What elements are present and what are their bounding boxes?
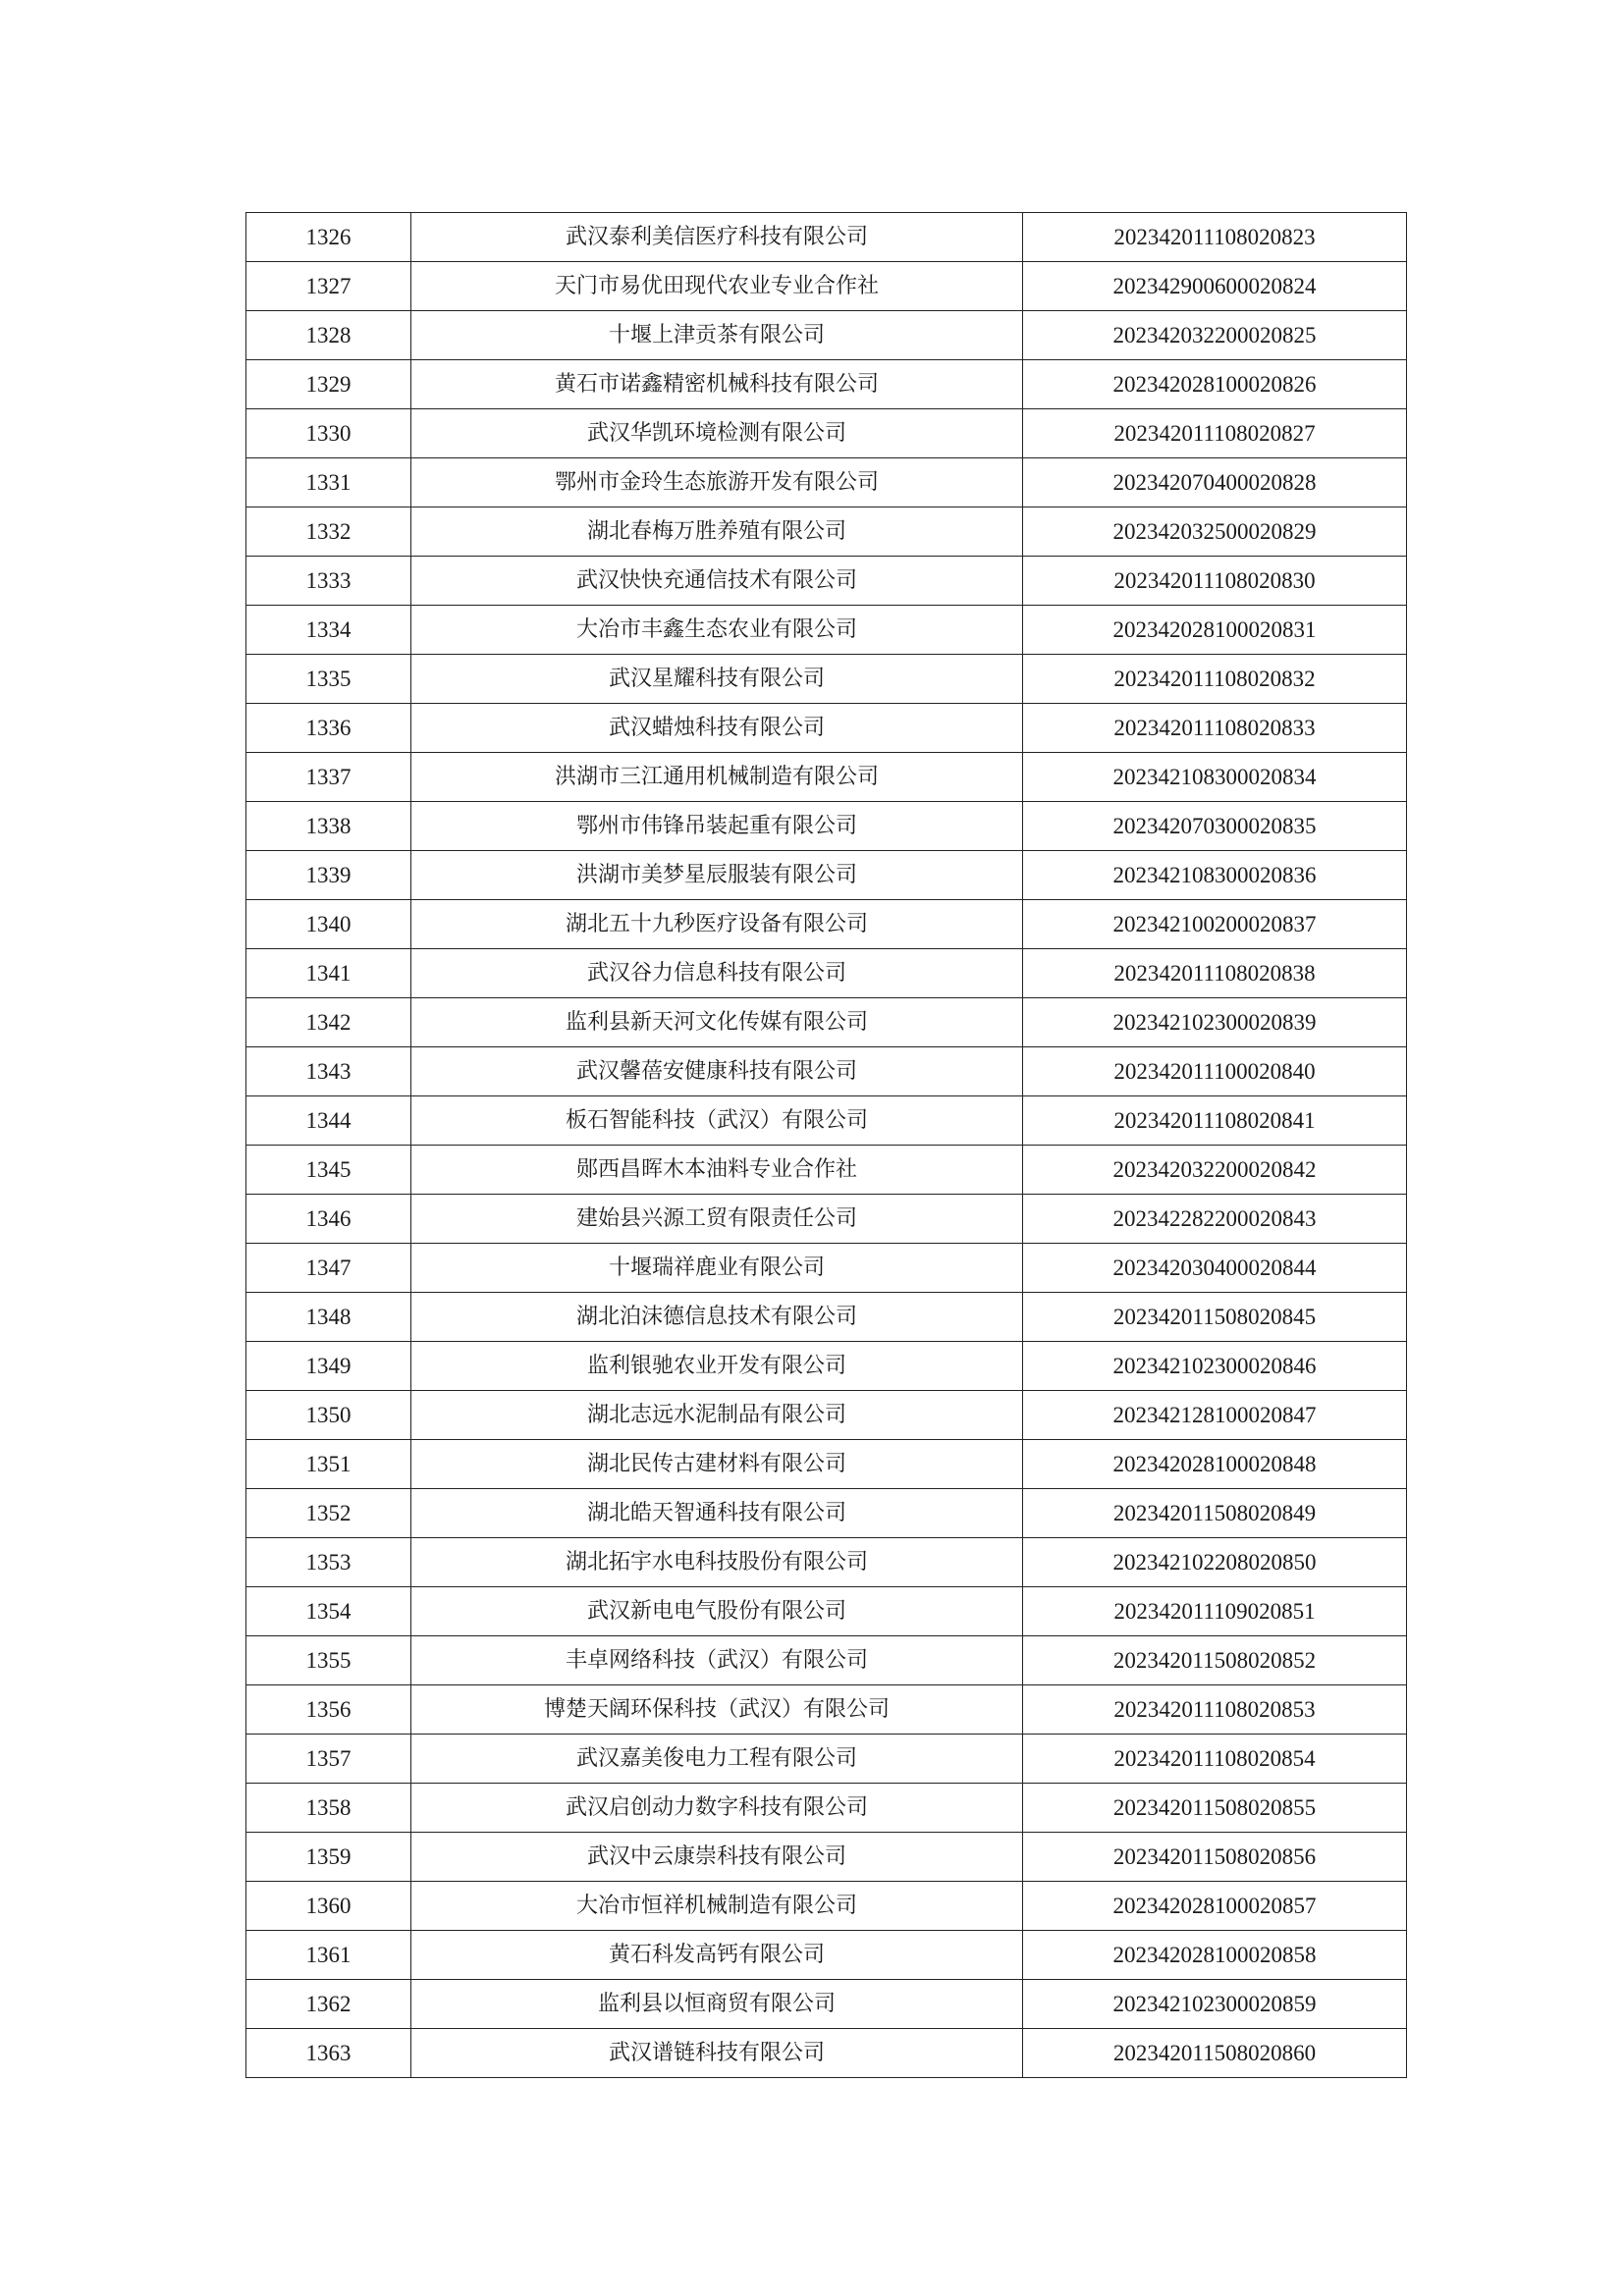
registration-code-cell: 202342028100020858: [1023, 1931, 1407, 1980]
row-number-cell: 1358: [246, 1784, 411, 1833]
table-row: [246, 1195, 1407, 1244]
row-number-cell: 1351: [246, 1440, 411, 1489]
registration-code-cell: 202342011100020840: [1023, 1047, 1407, 1096]
company-name-cell: 武汉谷力信息科技有限公司: [411, 949, 1023, 998]
table-row: [246, 998, 1407, 1047]
company-name-cell: 武汉华凯环境检测有限公司: [411, 409, 1023, 458]
registration-code-cell: 202342028100020826: [1023, 360, 1407, 409]
table-row: [246, 2029, 1407, 2078]
row-number-cell: 1330: [246, 409, 411, 458]
company-name-cell: 湖北民传古建材料有限公司: [411, 1440, 1023, 1489]
registration-code-cell: 202342011508020849: [1023, 1489, 1407, 1538]
row-number-cell: 1354: [246, 1587, 411, 1636]
row-number-cell: 1342: [246, 998, 411, 1047]
row-number-cell: 1345: [246, 1146, 411, 1195]
company-name-cell: 武汉谱链科技有限公司: [411, 2029, 1023, 2078]
table-row: [246, 1735, 1407, 1784]
registration-code-cell: 202342070400020828: [1023, 458, 1407, 507]
company-name-cell: 洪湖市三江通用机械制造有限公司: [411, 753, 1023, 802]
table-row: [246, 1146, 1407, 1195]
registration-code-cell: 202342282200020843: [1023, 1195, 1407, 1244]
company-name-cell: 监利县新天河文化传媒有限公司: [411, 998, 1023, 1047]
registration-code-cell: 202342028100020857: [1023, 1882, 1407, 1931]
table-row: [246, 1440, 1407, 1489]
registration-code-cell: 202342102208020850: [1023, 1538, 1407, 1587]
registration-code-cell: 202342108300020834: [1023, 753, 1407, 802]
row-number-cell: 1346: [246, 1195, 411, 1244]
company-name-cell: 湖北皓天智通科技有限公司: [411, 1489, 1023, 1538]
table-row: [246, 311, 1407, 360]
table-row: [246, 1489, 1407, 1538]
registration-code-cell: 202342070300020835: [1023, 802, 1407, 851]
table-row: [246, 1882, 1407, 1931]
table-row: [246, 1784, 1407, 1833]
row-number-cell: 1361: [246, 1931, 411, 1980]
table-row: [246, 507, 1407, 557]
table-row: [246, 1391, 1407, 1440]
registration-code-cell: 202342028100020831: [1023, 606, 1407, 655]
company-name-cell: 十堰上津贡茶有限公司: [411, 311, 1023, 360]
row-number-cell: 1350: [246, 1391, 411, 1440]
table-row: [246, 1047, 1407, 1096]
company-name-cell: 武汉星耀科技有限公司: [411, 655, 1023, 704]
registration-code-cell: 202342011108020832: [1023, 655, 1407, 704]
company-name-cell: 洪湖市美梦星辰服装有限公司: [411, 851, 1023, 900]
row-number-cell: 1337: [246, 753, 411, 802]
table-row: [246, 1833, 1407, 1882]
company-name-cell: 武汉嘉美俊电力工程有限公司: [411, 1735, 1023, 1784]
company-name-cell: 武汉新电电气股份有限公司: [411, 1587, 1023, 1636]
table-row: [246, 802, 1407, 851]
row-number-cell: 1327: [246, 262, 411, 311]
row-number-cell: 1356: [246, 1685, 411, 1735]
registration-code-cell: 202342011108020830: [1023, 557, 1407, 606]
table-row: [246, 655, 1407, 704]
company-name-cell: 监利县以恒商贸有限公司: [411, 1980, 1023, 2029]
row-number-cell: 1326: [246, 213, 411, 262]
table-row: [246, 900, 1407, 949]
registration-code-cell: 202342011508020845: [1023, 1293, 1407, 1342]
row-number-cell: 1340: [246, 900, 411, 949]
registration-code-cell: 202342102300020846: [1023, 1342, 1407, 1391]
table-row: [246, 458, 1407, 507]
registration-code-cell: 202342011108020827: [1023, 409, 1407, 458]
registration-code-cell: 202342011108020854: [1023, 1735, 1407, 1784]
row-number-cell: 1334: [246, 606, 411, 655]
company-name-cell: 监利银驰农业开发有限公司: [411, 1342, 1023, 1391]
company-name-cell: 武汉馨蓓安健康科技有限公司: [411, 1047, 1023, 1096]
table-row: [246, 1293, 1407, 1342]
registration-code-cell: 202342011508020855: [1023, 1784, 1407, 1833]
registration-code-cell: 202342100200020837: [1023, 900, 1407, 949]
registration-code-cell: 202342032200020842: [1023, 1146, 1407, 1195]
table-body: [246, 213, 1407, 2078]
table-row: [246, 753, 1407, 802]
table-row: [246, 606, 1407, 655]
company-name-cell: 湖北泊沫德信息技术有限公司: [411, 1293, 1023, 1342]
registration-code-cell: 202342011108020823: [1023, 213, 1407, 262]
row-number-cell: 1348: [246, 1293, 411, 1342]
table-row: [246, 1980, 1407, 2029]
table-row: [246, 1538, 1407, 1587]
registration-code-cell: 202342102300020839: [1023, 998, 1407, 1047]
registration-code-cell: 202342032500020829: [1023, 507, 1407, 557]
row-number-cell: 1353: [246, 1538, 411, 1587]
row-number-cell: 1335: [246, 655, 411, 704]
table-row: [246, 1244, 1407, 1293]
company-name-cell: 鄂州市伟锋吊装起重有限公司: [411, 802, 1023, 851]
company-name-cell: 武汉启创动力数字科技有限公司: [411, 1784, 1023, 1833]
row-number-cell: 1363: [246, 2029, 411, 2078]
table-row: [246, 557, 1407, 606]
row-number-cell: 1336: [246, 704, 411, 753]
row-number-cell: 1328: [246, 311, 411, 360]
company-name-cell: 大冶市恒祥机械制造有限公司: [411, 1882, 1023, 1931]
row-number-cell: 1352: [246, 1489, 411, 1538]
row-number-cell: 1343: [246, 1047, 411, 1096]
registration-code-cell: 202342011108020841: [1023, 1096, 1407, 1146]
row-number-cell: 1333: [246, 557, 411, 606]
registration-code-cell: 202342011108020838: [1023, 949, 1407, 998]
company-name-cell: 丰卓网络科技（武汉）有限公司: [411, 1636, 1023, 1685]
company-name-cell: 湖北志远水泥制品有限公司: [411, 1391, 1023, 1440]
registration-code-cell: 202342030400020844: [1023, 1244, 1407, 1293]
table-row: [246, 704, 1407, 753]
row-number-cell: 1331: [246, 458, 411, 507]
table-row: [246, 949, 1407, 998]
row-number-cell: 1341: [246, 949, 411, 998]
company-name-cell: 黄石市诺鑫精密机械科技有限公司: [411, 360, 1023, 409]
table-row: [246, 409, 1407, 458]
table-row: [246, 1342, 1407, 1391]
table-row: [246, 213, 1407, 262]
registration-code-cell: 202342108300020836: [1023, 851, 1407, 900]
table-row: [246, 1931, 1407, 1980]
row-number-cell: 1329: [246, 360, 411, 409]
registration-code-cell: 202342011108020853: [1023, 1685, 1407, 1735]
table-row: [246, 262, 1407, 311]
row-number-cell: 1347: [246, 1244, 411, 1293]
registration-code-cell: 202342900600020824: [1023, 262, 1407, 311]
registration-code-cell: 202342011508020860: [1023, 2029, 1407, 2078]
company-name-cell: 黄石科发高钙有限公司: [411, 1931, 1023, 1980]
table-row: [246, 1587, 1407, 1636]
registration-code-cell: 202342102300020859: [1023, 1980, 1407, 2029]
company-name-cell: 板石智能科技（武汉）有限公司: [411, 1096, 1023, 1146]
company-name-cell: 武汉中云康崇科技有限公司: [411, 1833, 1023, 1882]
company-name-cell: 建始县兴源工贸有限责任公司: [411, 1195, 1023, 1244]
row-number-cell: 1349: [246, 1342, 411, 1391]
company-name-cell: 天门市易优田现代农业专业合作社: [411, 262, 1023, 311]
company-name-cell: 十堰瑞祥鹿业有限公司: [411, 1244, 1023, 1293]
company-name-cell: 湖北春梅万胜养殖有限公司: [411, 507, 1023, 557]
company-name-cell: 武汉蜡烛科技有限公司: [411, 704, 1023, 753]
table-row: [246, 360, 1407, 409]
registration-code-cell: 202342011508020856: [1023, 1833, 1407, 1882]
row-number-cell: 1355: [246, 1636, 411, 1685]
row-number-cell: 1362: [246, 1980, 411, 2029]
company-list-table: [245, 212, 1407, 2078]
company-name-cell: 大冶市丰鑫生态农业有限公司: [411, 606, 1023, 655]
row-number-cell: 1359: [246, 1833, 411, 1882]
table-row: [246, 1636, 1407, 1685]
table-row: [246, 1096, 1407, 1146]
row-number-cell: 1332: [246, 507, 411, 557]
row-number-cell: 1360: [246, 1882, 411, 1931]
registration-code-cell: 202342128100020847: [1023, 1391, 1407, 1440]
registration-code-cell: 202342028100020848: [1023, 1440, 1407, 1489]
registration-code-cell: 202342032200020825: [1023, 311, 1407, 360]
company-name-cell: 郧西昌晖木本油料专业合作社: [411, 1146, 1023, 1195]
company-name-cell: 鄂州市金玲生态旅游开发有限公司: [411, 458, 1023, 507]
registration-code-cell: 202342011508020852: [1023, 1636, 1407, 1685]
row-number-cell: 1338: [246, 802, 411, 851]
table-row: [246, 851, 1407, 900]
row-number-cell: 1344: [246, 1096, 411, 1146]
registration-code-cell: 202342011108020833: [1023, 704, 1407, 753]
company-name-cell: 武汉泰利美信医疗科技有限公司: [411, 213, 1023, 262]
table-row: [246, 1685, 1407, 1735]
company-name-cell: 湖北五十九秒医疗设备有限公司: [411, 900, 1023, 949]
registration-code-cell: 202342011109020851: [1023, 1587, 1407, 1636]
row-number-cell: 1357: [246, 1735, 411, 1784]
company-name-cell: 湖北拓宇水电科技股份有限公司: [411, 1538, 1023, 1587]
company-name-cell: 武汉快快充通信技术有限公司: [411, 557, 1023, 606]
row-number-cell: 1339: [246, 851, 411, 900]
company-name-cell: 博楚天阔环保科技（武汉）有限公司: [411, 1685, 1023, 1735]
